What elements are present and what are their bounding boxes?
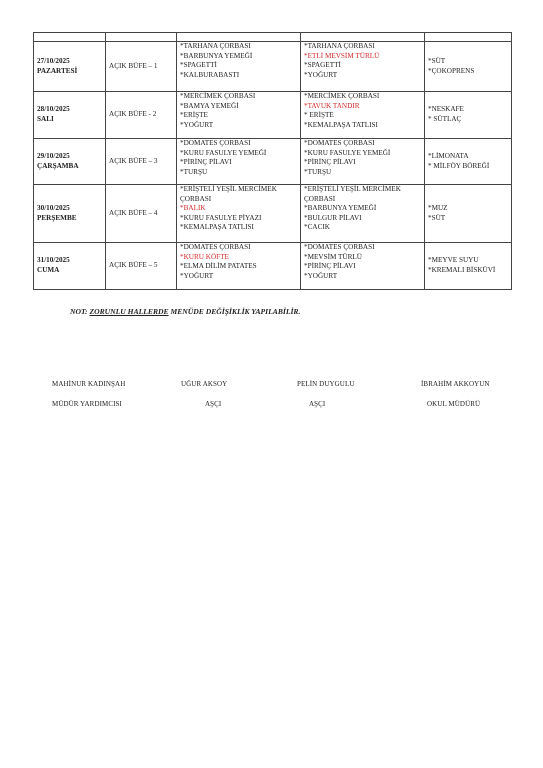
- snack-cell: [425, 185, 512, 243]
- dinner-item: *MEVSİM TÜRLÜ: [304, 252, 362, 261]
- dinner-item: *PİRİNÇ PİLAVI: [304, 158, 356, 167]
- date-cell: [34, 243, 106, 290]
- lunch-item: *ERİŞTE: [180, 111, 208, 120]
- lunch-item: *TURŞU: [180, 167, 208, 176]
- dinner-item: *SPAGETTİ: [304, 61, 341, 70]
- lunch-cell: [177, 139, 301, 185]
- lunch-item: *KURU FASULYE PİYAZI: [180, 213, 262, 222]
- lunch-cell: [177, 92, 301, 139]
- lunch-item: *BALIK: [180, 204, 206, 213]
- signature-name-4: İBRAHİM AKKOYUN: [421, 380, 490, 388]
- dinner-item: *TARHANA ÇORBASI: [304, 42, 375, 50]
- snack-item: * SÜTLAÇ: [428, 115, 462, 123]
- dinner-item: *ERİŞTELİ YEŞİL MERCİMEK: [304, 185, 401, 193]
- buffet-cell: [106, 243, 177, 290]
- dinner-item: *TURŞU: [304, 167, 332, 176]
- dinner-item: *DOMATES ÇORBASI: [304, 139, 375, 147]
- lunch-item: *BARBUNYA YEMEĞİ: [180, 51, 253, 60]
- signature-title-3: AŞÇI: [309, 400, 326, 408]
- menu-change-note: [70, 307, 300, 316]
- dinner-item: *YOĞURT: [304, 70, 338, 79]
- signature-title-1: MÜDÜR YARDIMCISI: [52, 400, 122, 408]
- lunch-item: *MERCİMEK ÇORBASI: [180, 92, 256, 100]
- lunch-item: *DOMATES ÇORBASI: [180, 243, 251, 251]
- lunch-item: *ELMA DİLİM PATATES: [180, 262, 257, 271]
- day-text: PAZARTESİ: [37, 66, 78, 75]
- note-underlined: ZORUNLU HALLERDE: [89, 307, 169, 316]
- menu-row: [34, 243, 512, 290]
- signature-title-2: AŞÇI: [205, 400, 222, 408]
- lunch-item: *KALBURABASTI: [180, 70, 240, 79]
- dinner-item: *YOĞURT: [304, 271, 338, 280]
- buffet-label: AÇIK BÜFE – 3: [109, 156, 158, 165]
- snack-item: *MUZ: [428, 203, 448, 212]
- dinner-item: *KURU FASULYE YEMEĞİ: [304, 148, 391, 157]
- lunch-item: *TARHANA ÇORBASI: [180, 42, 251, 50]
- dinner-item: *PİRİNÇ PİLAVI: [304, 262, 356, 271]
- dinner-item: * ERİŞTE: [304, 111, 334, 120]
- lunch-cell: [177, 42, 301, 92]
- dinner-item: *BULGUR PİLAVI: [304, 213, 362, 222]
- lunch-item: *YOĞURT: [180, 271, 214, 280]
- lunch-item: *KEMALPAŞA TATLISI: [180, 223, 254, 232]
- buffet-label: AÇIK BÜFE – 1: [109, 61, 158, 70]
- date-cell: [34, 42, 106, 92]
- snack-item: *SÜT: [428, 213, 446, 222]
- snack-item: *SÜT: [428, 56, 446, 65]
- buffet-cell: [106, 92, 177, 139]
- note-prefix: NOT:: [70, 307, 90, 316]
- signature-name-1: MAHİNUR KADINŞAH: [52, 380, 126, 388]
- lunch-item: *DOMATES ÇORBASI: [180, 139, 251, 147]
- date-cell: [34, 185, 106, 243]
- snack-cell: [425, 92, 512, 139]
- dinner-item: *CACIK: [304, 223, 330, 232]
- date-text: 27/10/2025: [37, 56, 70, 65]
- day-text: PERŞEMBE: [37, 213, 77, 222]
- buffet-label: AÇIK BÜFE - 2: [109, 110, 157, 119]
- menu-row: [34, 92, 512, 139]
- buffet-label: AÇIK BÜFE – 5: [109, 261, 158, 270]
- date-text: 28/10/2025: [37, 105, 70, 114]
- buffet-cell: [106, 185, 177, 243]
- lunch-item: *KURU KÖFTE: [180, 252, 229, 261]
- date-text: 29/10/2025: [37, 151, 70, 160]
- snack-item: *KREMALI BİSKÜVİ: [428, 266, 496, 274]
- dinner-item: ÇORBASI: [304, 194, 336, 203]
- signature-title-4: OKUL MÜDÜRÜ: [427, 400, 481, 408]
- note-suffix: MENÜDE DEĞİŞİKLİK YAPILABİLİR.: [168, 307, 301, 316]
- snack-cell: [425, 243, 512, 290]
- dinner-cell: [301, 42, 425, 92]
- snack-item: *LİMONATA: [428, 151, 469, 160]
- lunch-item: *PİRİNÇ PİLAVI: [180, 158, 232, 167]
- menu-row: [34, 42, 512, 92]
- lunch-item: *BAMYA YEMEĞİ: [180, 101, 239, 110]
- date-cell: [34, 92, 106, 139]
- table-header-row: [34, 33, 512, 42]
- dinner-item: *ETLİ MEVSİM TÜRLÜ: [304, 51, 380, 60]
- lunch-item: *SPAGETTİ: [180, 61, 217, 70]
- dinner-item: *MERCİMEK ÇORBASI: [304, 92, 380, 100]
- dinner-item: *KEMALPAŞA TATLISI: [304, 120, 378, 129]
- lunch-cell: [177, 185, 301, 243]
- dinner-cell: [301, 92, 425, 139]
- lunch-item: *YOĞURT: [180, 120, 214, 129]
- dinner-cell: [301, 139, 425, 185]
- day-text: SALI: [37, 115, 54, 123]
- date-text: 31/10/2025: [37, 256, 70, 265]
- signature-name-2: UĞUR AKSOY: [181, 380, 228, 388]
- lunch-item: ÇORBASI: [180, 194, 212, 203]
- snack-item: *ÇOKOPRENS: [428, 66, 475, 75]
- buffet-cell: [106, 139, 177, 185]
- lunch-item: *ERİŞTELİ YEŞİL MERCİMEK: [180, 185, 277, 193]
- dinner-item: *BARBUNYA YEMEĞİ: [304, 204, 377, 213]
- dinner-item: *TAVUK TANDIR: [304, 101, 360, 110]
- menu-table: [33, 32, 512, 290]
- dinner-item: *DOMATES ÇORBASI: [304, 243, 375, 251]
- lunch-item: *KURU FASULYE YEMEĞİ: [180, 148, 267, 157]
- snack-cell: [425, 42, 512, 92]
- dinner-cell: [301, 243, 425, 290]
- date-text: 30/10/2025: [37, 203, 70, 212]
- dinner-cell: [301, 185, 425, 243]
- menu-row: [34, 185, 512, 243]
- signature-name-3: PELİN DUYGULU: [297, 380, 355, 388]
- snack-cell: [425, 139, 512, 185]
- snack-item: *MEYVE SUYU: [428, 256, 479, 265]
- menu-row: [34, 139, 512, 185]
- buffet-cell: [106, 42, 177, 92]
- snack-item: * MİLFÖY BÖREĞİ: [428, 161, 490, 170]
- date-cell: [34, 139, 106, 185]
- buffet-label: AÇIK BÜFE – 4: [109, 208, 158, 217]
- lunch-cell: [177, 243, 301, 290]
- day-text: CUMA: [37, 266, 60, 274]
- day-text: ÇARŞAMBA: [37, 161, 79, 170]
- snack-item: *NESKAFE: [428, 105, 464, 114]
